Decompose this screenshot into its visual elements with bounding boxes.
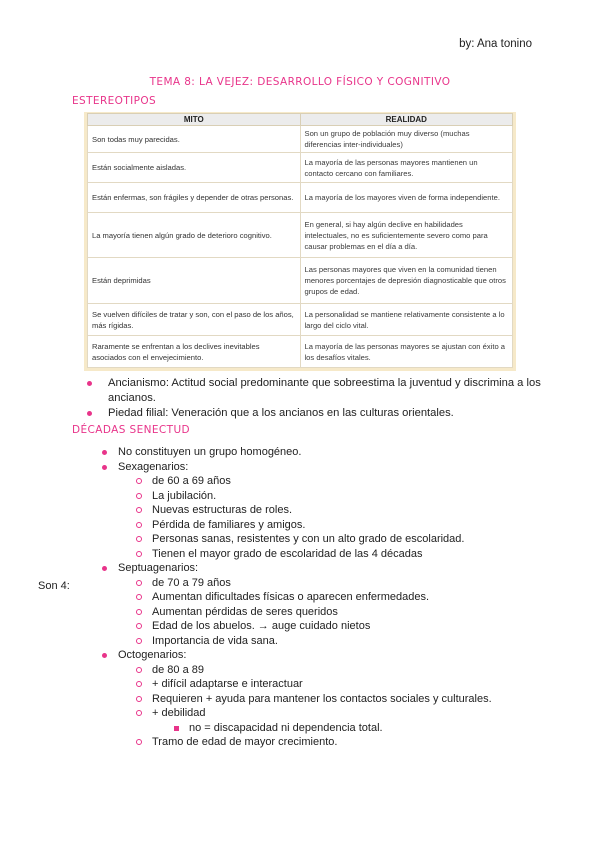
myth-reality-table: [87, 113, 513, 368]
bullet-ring-icon: [136, 551, 142, 557]
bullet-ring-icon: [136, 696, 142, 702]
bullet-ring-icon: [136, 623, 142, 629]
bullet-ring-icon: [136, 580, 142, 586]
table-row: [88, 213, 513, 258]
list-item-octogenarios: Octogenarios:: [100, 648, 520, 663]
mito-cell: Son todas muy parecidas.: [88, 126, 301, 153]
list-item: Aumentan dificultades físicas o aparecen enfermedades.: [100, 590, 520, 605]
list-item: Tienen el mayor grado de escolaridad de las 4 décadas: [100, 547, 520, 562]
list-item: [86, 406, 546, 421]
realidad-cell: La personalidad se mantiene relativamente consistente a lo largo del ciclo vital.: [300, 304, 513, 336]
mito-cell: Están deprimidas: [88, 258, 301, 304]
definitions-list: [86, 376, 546, 421]
mito-cell: Se vuelven difíciles de tratar y son, con el paso de los años, más rígidas.: [88, 304, 301, 336]
list-item: No constituyen un grupo homogéneo.: [100, 445, 520, 460]
mito-cell: Raramente se enfrentan a los declives inevitables asociados con el envejecimiento.: [88, 336, 301, 368]
bullet-ring-icon: [136, 667, 142, 673]
bullet-ring-icon: [136, 609, 142, 615]
ancianismo-text: Ancianismo: Actitud social predominante que sobreestima la juventud y discrimina a los ancianos.: [108, 377, 541, 404]
page-title: TEMA 8: LA VEJEZ: DESARROLLO FÍSICO Y COGNITIVO: [149, 76, 451, 88]
list-item: [86, 376, 546, 406]
bullet-ring-icon: [136, 478, 142, 484]
list-item: Personas sanas, resistentes y con un alto grado de escolaridad.: [100, 532, 520, 547]
list-item: La jubilación.: [100, 489, 520, 504]
table-row: [88, 183, 513, 213]
bullet-dot-icon: [102, 653, 107, 658]
section-title-decadas: DÉCADAS SENECTUD: [72, 424, 191, 436]
list-item: Requieren + ayuda para mantener los contactos sociales y culturales.: [100, 692, 520, 707]
header-realidad: REALIDAD: [300, 114, 513, 126]
table-row: [88, 304, 513, 336]
list-item: no = discapacidad ni dependencia total.: [100, 721, 520, 736]
bullet-dot-icon: [102, 566, 107, 571]
realidad-cell: La mayoría de los mayores viven de forma independiente.: [300, 183, 513, 213]
table-header-row: [88, 114, 513, 126]
bullet-dot-icon: [87, 381, 92, 386]
table-row: [88, 153, 513, 183]
list-item-septuagenarios: Septuagenarios:: [100, 561, 520, 576]
bullet-ring-icon: [136, 522, 142, 528]
list-item: Aumentan pérdidas de seres queridos: [100, 605, 520, 620]
bullet-ring-icon: [136, 739, 142, 745]
list-item: de 60 a 69 años: [100, 474, 520, 489]
realidad-cell: La mayoría de las personas mayores mantienen un contacto cercano con familiares.: [300, 153, 513, 183]
bullet-ring-icon: [136, 507, 142, 513]
stereotypes-table: [84, 112, 516, 371]
section-title-estereotipos: ESTEREOTIPOS: [72, 95, 157, 107]
realidad-cell: Son un grupo de población muy diverso (muchas diferencias inter-individuales): [300, 126, 513, 153]
bullet-ring-icon: [136, 594, 142, 600]
list-item: Pérdida de familiares y amigos.: [100, 518, 520, 533]
list-item: de 80 a 89: [100, 663, 520, 678]
realidad-cell: En general, si hay algún declive en habilidades intelectuales, no es suficientemente severo como para causar problemas en el día a día.: [300, 213, 513, 258]
mito-cell: Están enfermas, son frágiles y depender de otras personas.: [88, 183, 301, 213]
bullet-ring-icon: [136, 638, 142, 644]
bullet-dot-icon: [102, 465, 107, 470]
author-credit: by: Ana tonino: [459, 38, 532, 50]
list-item: + difícil adaptarse e interactuar: [100, 677, 520, 692]
table-row: [88, 126, 513, 153]
list-item: Edad de los abuelos. → auge cuidado nietos: [100, 619, 520, 634]
bullet-ring-icon: [136, 681, 142, 687]
mito-cell: Están socialmente aisladas.: [88, 153, 301, 183]
bullet-dot-icon: [87, 411, 92, 416]
bullet-ring-icon: [136, 536, 142, 542]
list-item: Tramo de edad de mayor crecimiento.: [100, 735, 520, 750]
bullet-dot-icon: [102, 450, 107, 455]
table-row: [88, 258, 513, 304]
realidad-cell: La mayoría de las personas mayores se ajustan con éxito a los desafíos vitales.: [300, 336, 513, 368]
decades-list: [100, 445, 520, 750]
piedad-filial-text: Piedad filial: Veneración que a los ancianos en las culturas orientales.: [108, 407, 454, 419]
table-row: [88, 336, 513, 368]
bullet-ring-icon: [136, 710, 142, 716]
list-item: Nuevas estructuras de roles.: [100, 503, 520, 518]
header-mito: MITO: [88, 114, 301, 126]
list-item: Importancia de vida sana.: [100, 634, 520, 649]
bullet-square-icon: [174, 726, 179, 731]
bullet-ring-icon: [136, 493, 142, 499]
list-item: + debilidad: [100, 706, 520, 721]
mito-cell: La mayoría tienen algún grado de deterioro cognitivo.: [88, 213, 301, 258]
realidad-cell: Las personas mayores que viven en la comunidad tienen menores porcentajes de depresión diagnosticable que otros grupos de edad.: [300, 258, 513, 304]
list-item: de 70 a 79 años: [100, 576, 520, 591]
list-item-sexagenarios: Sexagenarios:: [100, 460, 520, 475]
side-note: Son 4:: [38, 580, 70, 592]
